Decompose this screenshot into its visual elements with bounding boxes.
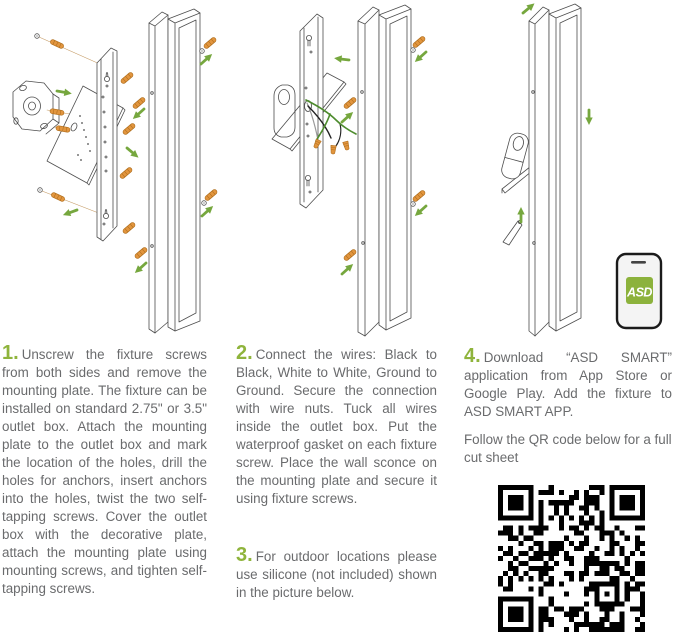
arrow-icon (340, 109, 356, 125)
screw-head-icon (38, 188, 43, 193)
arrow-icon (585, 110, 592, 125)
screw-icon (50, 39, 65, 49)
silicone-tube (503, 220, 522, 245)
screw-icon (343, 249, 357, 262)
arrow-icon (125, 145, 141, 160)
phone-icon (617, 254, 661, 328)
screw-icon (343, 97, 357, 110)
screw-icon (204, 189, 218, 202)
screw-icon (122, 222, 136, 235)
phone-speaker (631, 261, 646, 264)
screw-icon (132, 97, 146, 110)
screw-icon (134, 247, 148, 260)
arrow-icon (200, 203, 216, 219)
screw-icon (51, 192, 66, 202)
screw-icon (412, 190, 426, 203)
step-1-number: 1. (2, 342, 19, 364)
screw-icon (120, 72, 134, 85)
step-4-instructions (464, 347, 672, 421)
qr-code (498, 485, 645, 632)
fixture-body (358, 5, 411, 336)
outlet-box (13, 81, 59, 134)
step-2-text: Connect the wires: Black to Black, White to White, Ground to Ground. Secure the connection with wire nuts. Tuck all wires inside the outlet box. Put the waterproof gasket on each fixture screw. Place the wall sconce on the mounting plate and secure it using fixture screws. (236, 347, 437, 506)
mounting-plate (300, 14, 323, 208)
arrow-icon (56, 87, 72, 97)
screw-icon (119, 167, 133, 180)
outlet-box (274, 85, 295, 137)
step-4-text: Download “ASD SMART” application from App Store or Google Play. Add the fixture to ASD SMART APP. (464, 350, 672, 419)
step-1-text: Unscrew the fixture screws from both sides and remove the mounting plate. The fixture can be installed on standard 2.75" or 3.5" outlet box. Attach the mounting plate to the outlet box and mark the location of the holes, drill the holes for anchors, insert anchors into the holes, twist the two self-tapping screws. Cover the outlet box with the decorative plate, attach the mounting plate using mounting screws, and tighten self-tapping screws. (2, 347, 207, 596)
arrow-icon (62, 207, 79, 219)
mounting-plate (97, 48, 117, 241)
step-2-number: 2. (236, 342, 253, 364)
asd-logo-text: ASD (627, 285, 652, 300)
screw-icon (203, 37, 217, 50)
screw-icon (50, 108, 65, 115)
screw-head-icon (200, 49, 205, 54)
qr-note: Follow the QR code below for a full cut sheet (464, 432, 672, 465)
screw-head-icon (202, 201, 207, 206)
step-4-number: 4. (464, 345, 481, 367)
fixture-body (529, 4, 581, 336)
step-3-instructions (236, 546, 437, 602)
qr-code-image (498, 485, 645, 632)
screw-icon (412, 36, 426, 49)
diagram-step1-mounting-plate-installation (0, 0, 230, 340)
fixture-body (149, 9, 200, 333)
screw-icon (122, 123, 136, 136)
step-3-text: For outdoor locations please use silicone (not included) shown in the picture below. (236, 549, 437, 600)
wire-nut-icon (343, 141, 350, 151)
step-1-instructions (2, 344, 207, 598)
arrow-icon (340, 261, 356, 277)
arrow-icon (334, 54, 350, 63)
arrow-icon (517, 207, 524, 222)
arrow-icon (130, 106, 146, 122)
screw-head-icon (411, 48, 416, 53)
arrow-icon (199, 51, 215, 67)
wire-nut-icon (330, 145, 336, 154)
diagram-step3-fixture-mounting (455, 0, 679, 340)
step-2-instructions (236, 344, 437, 508)
screw-head-icon (35, 34, 40, 39)
arrow-icon (521, 1, 537, 16)
diagram-step2-wire-connection (230, 0, 460, 340)
step-3-number: 3. (236, 544, 253, 566)
arrow-icon (132, 260, 148, 276)
screw-head-icon (411, 202, 416, 207)
